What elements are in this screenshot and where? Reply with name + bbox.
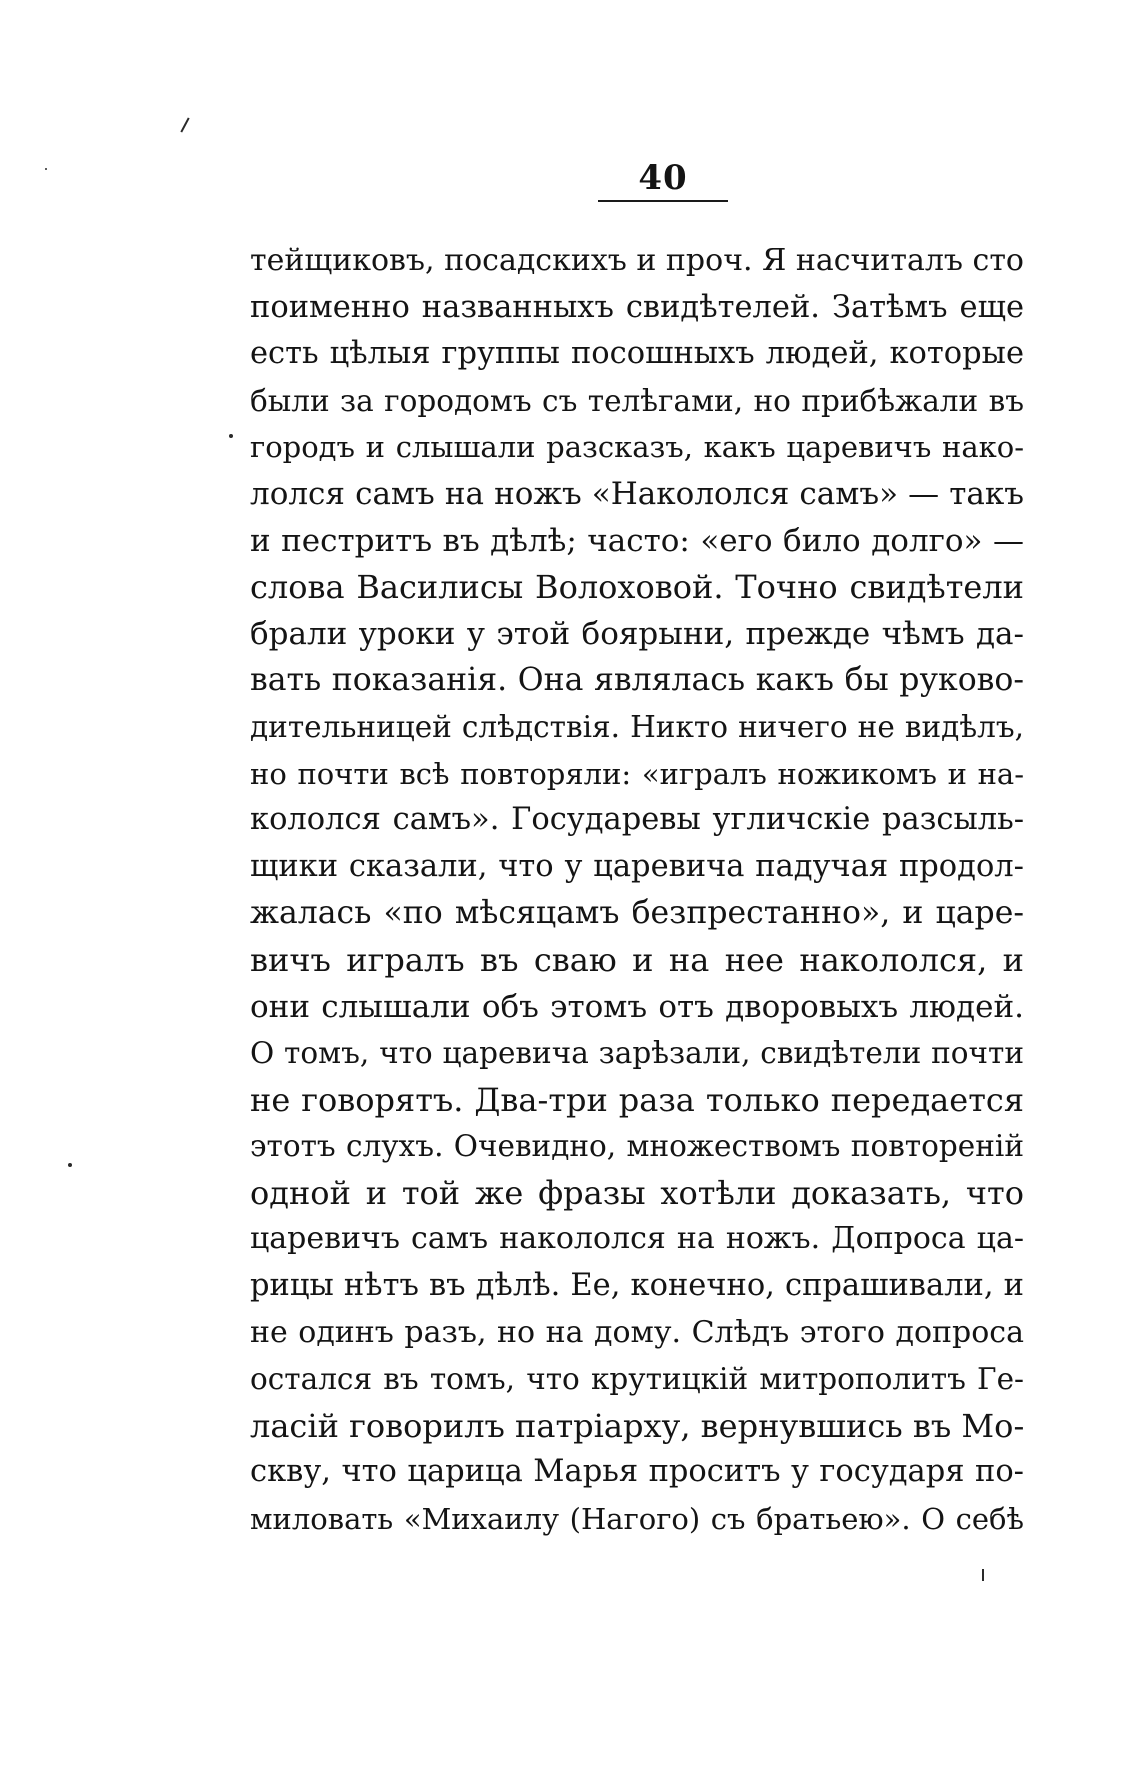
text-line: вичъ игралъ въ сваю и на нее накололся, и: [250, 940, 1024, 979]
margin-speck: [68, 1163, 72, 1167]
page-number-rule: [598, 200, 728, 202]
text-line: были за городомъ съ телѣгами, но прибѣжали въ: [250, 383, 1024, 418]
body-text: [250, 238, 1024, 1543]
text-line: городъ и слышали разсказъ, какъ царевичъ нако-: [250, 430, 1024, 465]
text-line: поименно названныхъ свидѣтелей. Затѣмъ еще: [250, 289, 1024, 325]
text-line: миловать «Михаилу (Нагого) съ братьею». О себѣ: [250, 1502, 1024, 1537]
text-line: рицы нѣтъ въ дѣлѣ. Ее, конечно, спрашивали, и: [250, 1268, 1024, 1304]
margin-scratch-mark: [180, 117, 189, 132]
text-line: ласій говорилъ патріарху, вернувшись въ Мо-: [250, 1406, 1025, 1445]
margin-scratch-mark: [982, 1569, 984, 1581]
margin-speck: [45, 168, 47, 170]
text-line: кололся самъ». Государевы угличскіе разсыль-: [250, 802, 1024, 838]
text-line: слова Василисы Волоховой. Точно свидѣтели: [250, 568, 1024, 607]
text-line: вать показанія. Она являлась какъ бы руково-: [250, 662, 1024, 699]
text-line: они слышали объ этомъ отъ дворовыхъ людей.: [250, 988, 1024, 1025]
text-line: одной и той же фразы хотѣли доказать, что: [250, 1173, 1024, 1212]
text-line: есть цѣлыя группы посошныхъ людей, которые: [250, 336, 1024, 372]
margin-speck: [229, 434, 233, 438]
text-line: но почти всѣ повторяли: «игралъ ножикомъ и на-: [250, 756, 1024, 791]
text-line: остался въ томъ, что крутицкій митрополитъ Ге-: [250, 1362, 1024, 1397]
text-line: этотъ слухъ. Очевидно, множествомъ повтореній: [250, 1129, 1024, 1164]
text-line: и пестритъ въ дѣлѣ; часто: «его било долго» —: [250, 522, 1024, 559]
text-line: дительницей слѣдствія. Никто ничего не видѣлъ,: [250, 709, 1024, 744]
text-line: не одинъ разъ, но на дому. Слѣдъ этого допроса: [250, 1314, 1024, 1350]
page-number: 40: [638, 158, 688, 198]
text-line: тейщиковъ, посадскихъ и проч. Я насчиталъ сто: [250, 243, 1024, 278]
text-line: царевичъ самъ накололся на ножъ. Допроса ца-: [250, 1221, 1024, 1257]
text-line: лолся самъ на ножъ «Накололся самъ» — такъ: [250, 475, 1024, 512]
text-line: О томъ, что царевича зарѣзали, свидѣтели почти: [250, 1036, 1024, 1071]
text-line: жалась «по мѣсяцамъ безпрестанно», и царе-: [250, 895, 1024, 932]
text-line: не говорятъ. Два-три раза только передается: [250, 1080, 1024, 1119]
text-line: щики сказали, что у царевича падучая продол-: [250, 848, 1024, 884]
text-line: скву, что царица Марья проситъ у государя по-: [250, 1454, 1024, 1490]
text-line: брали уроки у этой боярыни, прежде чѣмъ да-: [250, 615, 1024, 652]
